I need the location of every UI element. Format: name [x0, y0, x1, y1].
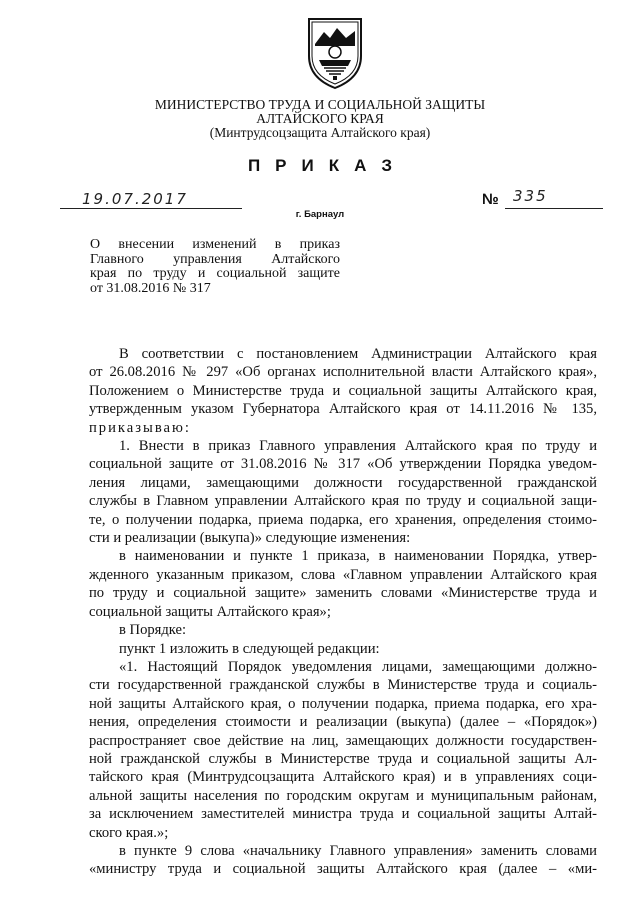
body-line: утвержденным указом Губернатора Алтайского края от 14.11.2016 № 135,	[89, 401, 597, 418]
subject-line: О внесении изменений в приказ	[90, 237, 340, 252]
body-line: от 26.08.2016 № 297 «Об органах исполнительной власти Алтайского края»,	[89, 364, 597, 381]
body-line: ления лицами, замещающими должности государственной гражданской	[89, 474, 597, 491]
body-line: службы в Главном управлении Алтайского края по труду и социальной защи-	[89, 493, 597, 510]
body-line: в наименовании и пункте 1 приказа, в наименовании Порядка, утвер-	[119, 548, 597, 565]
body-line: 1. Внести в приказ Главного управления Алтайского края по труду и	[119, 438, 597, 455]
body-line: «министру труда и социальной защиты Алтайского края (далее – «ми-	[89, 861, 597, 878]
order-subject	[90, 238, 340, 296]
subject-line: края по труду и социальной защите	[90, 266, 340, 281]
body-line: альной защиты населения по городским округам и муниципальным районам,	[89, 787, 597, 804]
order-verb: приказываю:	[89, 419, 191, 436]
body-line: ной защиты Алтайского края, о получении подарка, приема подарка, его хра-	[89, 695, 597, 712]
document-title: ПРИКАЗ	[247, 156, 408, 175]
body-line: ского края.»;	[89, 824, 169, 841]
subject-line: от 31.08.2016 № 317	[90, 280, 211, 296]
order-date: 19.07.2017	[82, 190, 188, 208]
body-line: В соответствии с постановлением Администрации Алтайского края	[119, 346, 597, 362]
order-number: 335	[513, 187, 548, 205]
subject-line: Главного управления Алтайского	[90, 251, 340, 267]
coat-of-arms-icon	[306, 16, 364, 90]
order-body	[89, 345, 597, 879]
body-line: в пункте 9 слова «начальнику Главного управления» заменить словами	[119, 842, 597, 859]
body-line: сти и реализации (выкупа)» следующие изменения:	[89, 530, 411, 547]
body-line: сти государственной гражданской службы в Министерстве труда и социаль-	[89, 677, 597, 694]
body-line: ной гражданской службы в Министерстве труда и социальной защиты Ал-	[89, 750, 597, 767]
city-label: г. Барнаул	[295, 209, 345, 220]
body-line: в Порядке:	[119, 622, 187, 639]
body-line: «1. Настоящий Порядок уведомления лицами, замещающими должно-	[119, 658, 597, 675]
order-number-label: №	[482, 191, 499, 208]
body-line: те, о получении подарка, приема подарка, его хранения, определения стоимо-	[89, 511, 597, 528]
body-line: тайского края (Минтрудсоцзащита Алтайского края) и в управлениях соци-	[89, 769, 597, 786]
body-line: по труду и социальной защите» заменить словами «Министерстве труда и	[89, 585, 597, 602]
ministry-name-line2: АЛТАЙСКОГО КРАЯ	[256, 111, 384, 126]
body-line: жденного указанным приказом, слова «Главном управлении Алтайского края	[89, 566, 597, 583]
body-line: социальной защиты Алтайского края»;	[89, 603, 331, 620]
ministry-name-line1: МИНИСТЕРСТВО ТРУДА И СОЦИАЛЬНОЙ ЗАЩИТЫ	[154, 97, 486, 112]
body-line: за исключением заместителей министра труда и социальной защиты Алтай-	[89, 806, 597, 823]
body-line: Положением о Министерстве труда и социальной защиты Алтайского края,	[89, 382, 597, 399]
ministry-short-name: (Минтрудсоцзащита Алтайского края)	[209, 125, 431, 140]
body-line: пункт 1 изложить в следующей редакции:	[119, 640, 380, 657]
body-line: социальной защите от 31.08.2016 № 317 «Об утверждении Порядка уведом-	[89, 456, 597, 473]
body-line: распространяет свое действие на лиц, замещающих должности государствен-	[89, 732, 597, 749]
body-line: нения, определения стоимости и реализации (выкупа) (далее – «Порядок»)	[89, 714, 597, 731]
